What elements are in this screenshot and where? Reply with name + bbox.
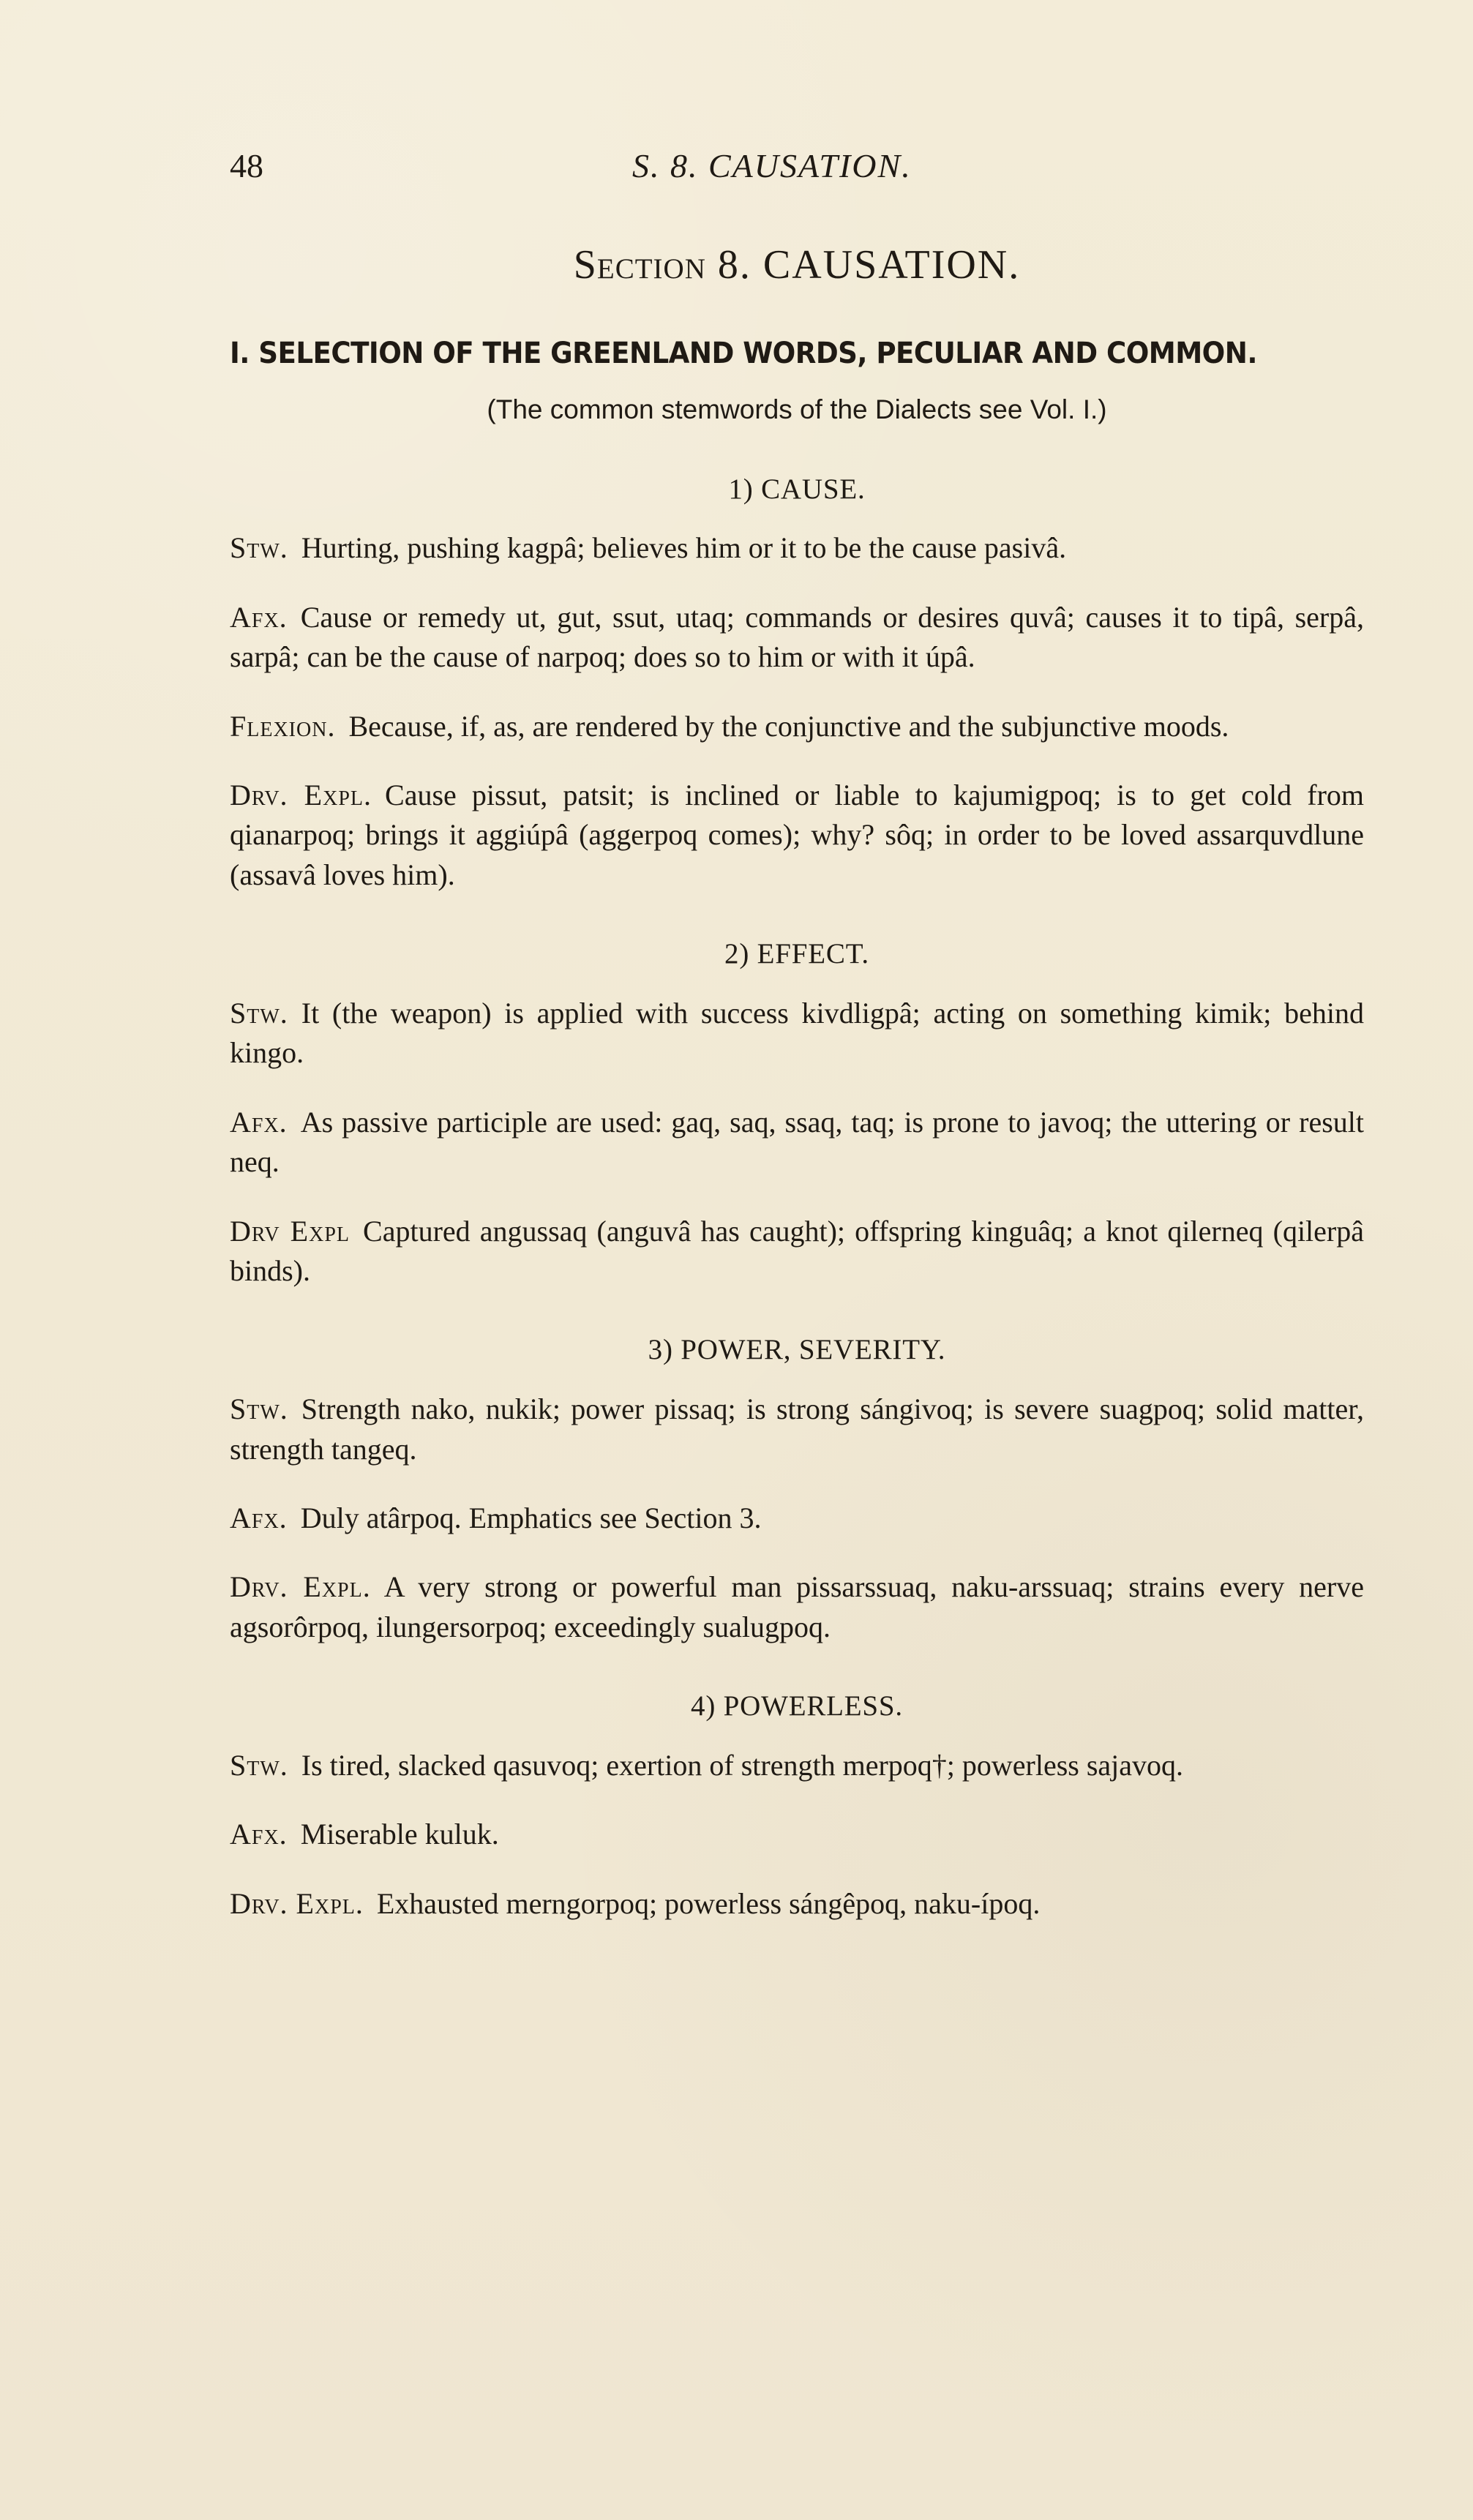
group-effect-title: 2) EFFECT.	[724, 938, 869, 970]
effect-drv-expl-entry	[230, 1212, 1364, 1291]
entry-label: Afx.	[230, 1105, 288, 1139]
powerless-afx-entry	[230, 1815, 1364, 1854]
page-number: 48	[230, 147, 263, 184]
entry-text: Captured angussaq (anguvâ has caught); offspring kinguâq; a knot qilerneq (qilerpâ binds).	[230, 1214, 1364, 1287]
section-title-prefix: Section	[573, 242, 706, 288]
cause-afx-entry	[230, 598, 1364, 678]
entry-label: Stw.	[230, 997, 288, 1030]
entry-text: As passive participle are used: gaq, saq, ssaq, taq; is prone to javoq; the uttering or result neq.	[230, 1105, 1364, 1179]
entry-label: Drv. Expl.	[230, 1886, 364, 1920]
entry-text: Miserable kuluk.	[300, 1818, 499, 1851]
section-title	[230, 243, 1364, 288]
entry-text: Strength nako, nukik; power pissaq; is strong sángivoq; is severe suagpoq; solid matter, strength tangeq.	[230, 1392, 1364, 1466]
power-stw-entry	[230, 1390, 1364, 1469]
entry-text: It (the weapon) is applied with success kivdligpâ; acting on something kimik; behind kingo.	[230, 997, 1364, 1070]
powerless-stw-entry	[230, 1746, 1364, 1785]
entry-text: Because, if, as, are rendered by the conjunctive and the subjunctive moods.	[348, 709, 1229, 743]
entry-label: Stw.	[230, 1748, 288, 1782]
power-drv-expl-entry	[230, 1567, 1364, 1647]
power-afx-entry	[230, 1499, 1364, 1538]
cause-stw-entry	[230, 528, 1364, 568]
running-title: S. 8. CAUSATION.	[632, 147, 912, 184]
entry-text: Is tired, slacked qasuvoq; exertion of strength merpoq†; powerless sajavoq.	[301, 1748, 1184, 1782]
cause-drv-expl-entry	[230, 776, 1364, 895]
effect-afx-entry	[230, 1103, 1364, 1182]
entry-label: Stw.	[230, 1392, 288, 1426]
section-title-text: CAUSATION.	[762, 242, 1021, 288]
entry-text: A very strong or powerful man pissarssuaq, naku-arssuaq; strains every nerve agsorôrpoq, ilungersorpoq; exceedingly sualugpoq.	[230, 1570, 1365, 1643]
running-head	[230, 143, 1364, 195]
entry-label: Afx.	[230, 600, 288, 634]
entry-label: Afx.	[230, 1818, 288, 1851]
entry-text: Duly atârpoq. Emphatics see Section 3.	[300, 1501, 762, 1534]
selection-heading-text: SELECTION OF THE GREENLAND WORDS, PECULIAR AND COMMON.	[258, 336, 1257, 370]
entry-label: Flexion.	[230, 709, 336, 743]
entry-text: Hurting, pushing kagpâ; believes him or it to be the cause pasivâ.	[301, 531, 1067, 565]
entry-label: Stw.	[230, 531, 288, 565]
group-cause-title: 1) CAUSE.	[728, 473, 866, 505]
entry-text: Cause or remedy ut, gut, ssut, utaq; commands or desires quvâ; causes it to tipâ, serpâ, sarpâ; can be the cause of narpoq; does so to him or with it úpâ.	[230, 600, 1364, 674]
section-title-number: 8.	[717, 242, 752, 288]
entry-label: Drv. Expl.	[230, 1570, 371, 1604]
entry-label: Drv Expl	[230, 1214, 351, 1248]
entry-text: Exhausted merngorpoq; powerless sángêpoq, naku-ípoq.	[376, 1886, 1041, 1920]
entry-text: Cause pissut, patsit; is inclined or liable to kajumigpoq; is to get cold from qianarpoq; brings it aggiúpâ (aggerpoq comes); why? sôq; in order to be loved assarquvdlune (assavâ loves him).	[230, 779, 1364, 891]
effect-stw-entry	[230, 994, 1364, 1073]
selection-heading-note: (The common stemwords of the Dialects see Vol. I.)	[487, 394, 1107, 424]
powerless-drv-expl-entry	[230, 1884, 1364, 1924]
entry-label: Afx.	[230, 1501, 288, 1534]
selection-heading	[230, 337, 1285, 370]
page-content	[230, 143, 1364, 1953]
entry-label: Drv. Expl.	[230, 779, 372, 812]
cause-flexion-entry	[230, 707, 1364, 746]
selection-heading-roman: I.	[230, 336, 250, 370]
group-powerless-title: 4) POWERLESS.	[691, 1690, 903, 1722]
group-power-title: 3) POWER, SEVERITY.	[648, 1334, 946, 1366]
